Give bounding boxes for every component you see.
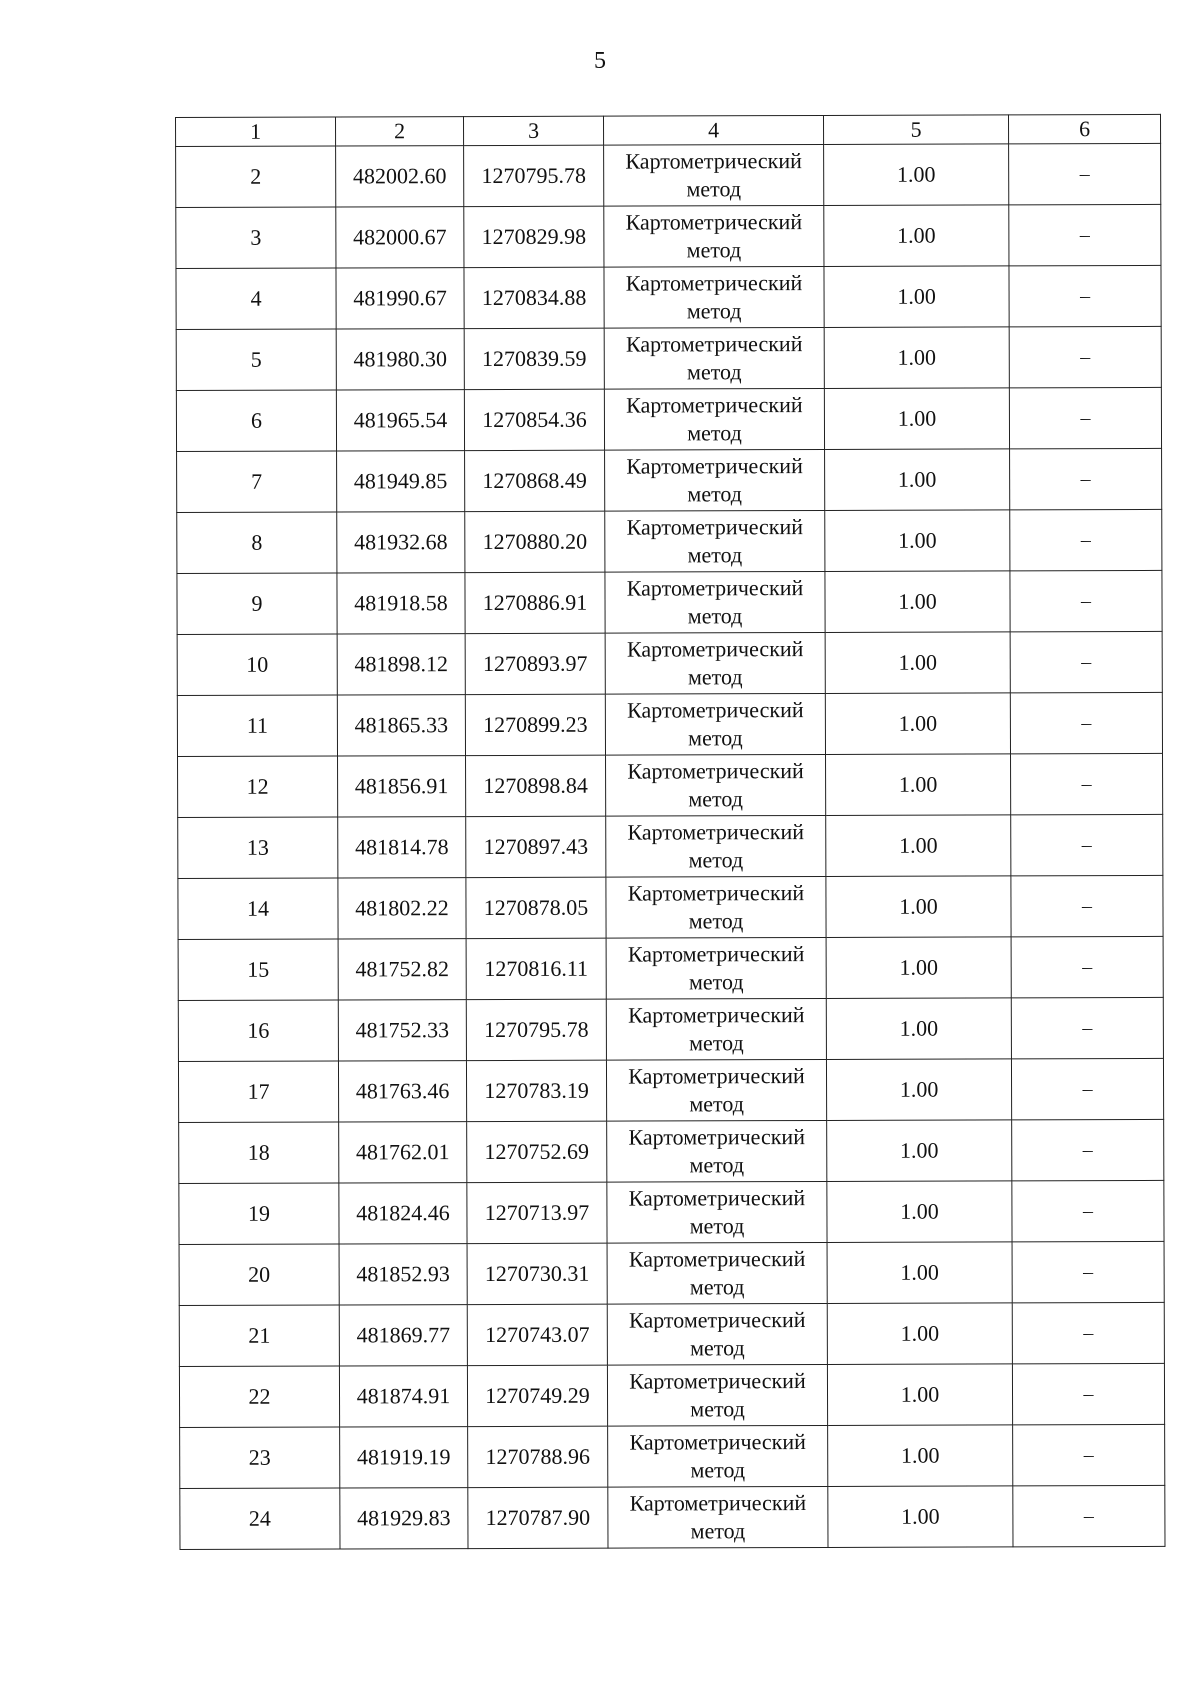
table-row — [179, 1241, 1164, 1305]
method-line-1: Картометрический — [626, 392, 803, 418]
method-cell — [606, 815, 826, 877]
x-coordinate-cell: 481980.30 — [336, 329, 464, 390]
table-row — [178, 814, 1163, 878]
point-number-cell: 17 — [178, 1061, 338, 1123]
method-line-1: Картометрический — [625, 148, 802, 174]
page-number: 5 — [594, 48, 606, 74]
method-line-1: Картометрический — [629, 1490, 807, 1516]
method-line-1: Картометрический — [626, 453, 803, 479]
method-line-2: метод — [686, 359, 742, 385]
method-line-1: Картометрический — [626, 636, 804, 662]
y-coordinate-cell: 1270783.19 — [466, 1060, 606, 1121]
method-line-2: метод — [687, 481, 743, 507]
header-cell-col-1: 1 — [176, 117, 336, 147]
method-line-2: метод — [688, 969, 744, 995]
note-cell: – — [1011, 936, 1163, 997]
y-coordinate-cell: 1270752.69 — [467, 1121, 607, 1182]
method-line-1: Картометрический — [627, 758, 804, 784]
method-line-1: Картометрический — [627, 941, 805, 967]
method-cell — [604, 327, 824, 389]
method-line-1: Картометрический — [625, 331, 803, 357]
x-coordinate-cell: 481802.22 — [338, 878, 466, 939]
header-cell-col-5: 5 — [823, 115, 1008, 145]
header-cell-col-4: 4 — [603, 115, 823, 145]
table-row — [179, 1180, 1164, 1244]
note-cell: – — [1010, 631, 1162, 692]
method-line-2: метод — [688, 786, 743, 812]
method-line-1: Картометрический — [628, 1124, 805, 1150]
method-line-1: Картометрический — [629, 1368, 806, 1394]
table-row — [176, 326, 1161, 390]
note-cell: – — [1011, 875, 1163, 936]
method-cell — [606, 937, 826, 999]
x-coordinate-cell: 481814.78 — [338, 817, 466, 878]
note-cell: – — [1012, 1241, 1164, 1302]
table-row — [178, 997, 1163, 1061]
method-cell — [605, 632, 825, 694]
y-coordinate-cell: 1270854.36 — [464, 389, 604, 450]
point-number-cell: 20 — [179, 1244, 339, 1306]
y-coordinate-cell: 1270878.05 — [466, 877, 606, 938]
y-coordinate-cell: 1270898.84 — [466, 755, 606, 816]
point-number-cell: 3 — [176, 207, 336, 269]
x-coordinate-cell: 481752.82 — [338, 939, 466, 1000]
x-coordinate-cell: 481865.33 — [337, 695, 465, 756]
point-number-cell: 4 — [176, 268, 336, 330]
x-coordinate-cell: 481898.12 — [337, 634, 465, 695]
header-cell-col-2: 2 — [336, 117, 464, 146]
method-cell — [606, 998, 826, 1060]
method-line-2: метод — [688, 908, 744, 934]
method-line-2: метод — [688, 847, 744, 873]
method-line-2: метод — [687, 664, 743, 690]
point-number-cell: 11 — [177, 695, 337, 757]
method-line-2: метод — [689, 1213, 745, 1239]
accuracy-cell: 1.00 — [826, 754, 1011, 816]
table-row — [177, 448, 1162, 512]
table-header — [176, 114, 1161, 146]
point-number-cell: 6 — [176, 390, 336, 452]
method-line-2: метод — [688, 725, 743, 751]
point-number-cell: 24 — [180, 1488, 340, 1550]
accuracy-cell: 1.00 — [826, 815, 1011, 877]
y-coordinate-cell: 1270834.88 — [464, 267, 604, 328]
accuracy-cell: 1.00 — [827, 1242, 1012, 1304]
y-coordinate-cell: 1270788.96 — [468, 1426, 608, 1487]
accuracy-cell: 1.00 — [825, 693, 1010, 755]
table-row — [178, 875, 1163, 939]
point-number-cell: 16 — [178, 1000, 338, 1062]
point-number-cell: 18 — [179, 1122, 339, 1184]
x-coordinate-cell: 481919.19 — [340, 1427, 468, 1488]
method-line-1: Картометрический — [626, 514, 804, 540]
method-line-1: Картометрический — [627, 880, 805, 906]
table-row — [177, 570, 1162, 634]
method-cell — [607, 1242, 827, 1304]
method-cell — [607, 1364, 827, 1426]
point-number-cell: 22 — [179, 1366, 339, 1428]
method-line-2: метод — [690, 1457, 746, 1483]
accuracy-cell: 1.00 — [825, 632, 1010, 694]
method-line-2: метод — [689, 1274, 745, 1300]
y-coordinate-cell: 1270897.43 — [466, 816, 606, 877]
accuracy-cell: 1.00 — [824, 205, 1009, 267]
y-coordinate-cell: 1270795.78 — [464, 145, 604, 206]
method-line-1: Картометрический — [627, 697, 804, 723]
note-cell: – — [1012, 1119, 1164, 1180]
x-coordinate-cell: 481824.46 — [339, 1183, 467, 1244]
accuracy-cell: 1.00 — [824, 327, 1009, 389]
table-row — [176, 143, 1161, 207]
note-cell: – — [1009, 204, 1161, 265]
x-coordinate-cell: 482000.67 — [336, 207, 464, 268]
method-cell — [605, 449, 825, 511]
point-number-cell: 21 — [179, 1305, 339, 1367]
x-coordinate-cell: 481990.67 — [336, 268, 464, 329]
method-line-1: Картометрический — [628, 1246, 806, 1272]
table-row — [177, 692, 1162, 756]
note-cell: – — [1009, 143, 1161, 204]
note-cell: – — [1009, 387, 1161, 448]
accuracy-cell: 1.00 — [825, 449, 1010, 511]
method-cell — [604, 144, 824, 206]
x-coordinate-cell: 481918.58 — [337, 573, 465, 634]
method-cell — [607, 1303, 827, 1365]
y-coordinate-cell: 1270749.29 — [467, 1365, 607, 1426]
point-number-cell: 15 — [178, 939, 338, 1001]
note-cell: – — [1009, 326, 1161, 387]
note-cell: – — [1010, 570, 1162, 631]
note-cell: – — [1011, 814, 1163, 875]
note-cell: – — [1009, 265, 1161, 326]
note-cell: – — [1011, 1058, 1163, 1119]
x-coordinate-cell: 481856.91 — [338, 756, 466, 817]
header-cell-col-3: 3 — [464, 116, 604, 145]
header-row — [176, 114, 1161, 146]
x-coordinate-cell: 481752.33 — [338, 1000, 466, 1061]
x-coordinate-cell: 481932.68 — [337, 512, 465, 573]
method-cell — [606, 876, 826, 938]
table-row — [178, 936, 1163, 1000]
method-cell — [605, 571, 825, 633]
table-row — [177, 631, 1162, 695]
y-coordinate-cell: 1270795.78 — [466, 999, 606, 1060]
method-line-1: Картометрический — [628, 1002, 805, 1028]
table-row — [179, 1363, 1164, 1427]
y-coordinate-cell: 1270880.20 — [465, 511, 605, 572]
method-line-2: метод — [686, 298, 742, 324]
table-row — [180, 1485, 1165, 1549]
note-cell: – — [1012, 1302, 1164, 1363]
accuracy-cell: 1.00 — [825, 571, 1010, 633]
accuracy-cell: 1.00 — [825, 510, 1010, 572]
method-line-2: метод — [687, 603, 743, 629]
y-coordinate-cell: 1270886.91 — [465, 572, 605, 633]
method-cell — [607, 1120, 827, 1182]
table-body — [176, 143, 1165, 1549]
table-row — [177, 509, 1162, 573]
y-coordinate-cell: 1270713.97 — [467, 1182, 607, 1243]
point-number-cell: 5 — [176, 329, 336, 391]
x-coordinate-cell: 481869.77 — [339, 1305, 467, 1366]
accuracy-cell: 1.00 — [824, 144, 1009, 206]
header-cell-col-6: 6 — [1008, 114, 1160, 143]
x-coordinate-cell: 481763.46 — [338, 1061, 466, 1122]
method-cell — [606, 754, 826, 816]
method-cell — [608, 1425, 828, 1487]
x-coordinate-cell: 481874.91 — [339, 1366, 467, 1427]
y-coordinate-cell: 1270743.07 — [467, 1304, 607, 1365]
note-cell: – — [1010, 448, 1162, 509]
point-number-cell: 14 — [178, 878, 338, 940]
y-coordinate-cell: 1270730.31 — [467, 1243, 607, 1304]
method-line-1: Картометрический — [625, 270, 803, 296]
coordinates-table — [175, 114, 1165, 1550]
point-number-cell: 7 — [177, 451, 337, 513]
point-number-cell: 23 — [180, 1427, 340, 1489]
y-coordinate-cell: 1270816.11 — [466, 938, 606, 999]
method-line-2: метод — [686, 237, 742, 263]
note-cell: – — [1013, 1485, 1165, 1546]
accuracy-cell: 1.00 — [826, 998, 1011, 1060]
x-coordinate-cell: 481965.54 — [336, 390, 464, 451]
x-coordinate-cell: 481949.85 — [337, 451, 465, 512]
accuracy-cell: 1.00 — [826, 937, 1011, 999]
method-line-2: метод — [687, 542, 743, 568]
accuracy-cell: 1.00 — [824, 266, 1009, 328]
point-number-cell: 13 — [178, 817, 338, 879]
method-line-1: Картометрический — [626, 575, 804, 601]
y-coordinate-cell: 1270868.49 — [465, 450, 605, 511]
table-row — [176, 204, 1161, 268]
method-line-2: метод — [689, 1030, 744, 1056]
y-coordinate-cell: 1270893.97 — [465, 633, 605, 694]
table-row — [179, 1302, 1164, 1366]
note-cell: – — [1012, 1363, 1164, 1424]
method-cell — [605, 693, 825, 755]
method-cell — [604, 205, 824, 267]
accuracy-cell: 1.00 — [824, 388, 1009, 450]
y-coordinate-cell: 1270787.90 — [468, 1487, 608, 1548]
table-row — [178, 1058, 1163, 1122]
accuracy-cell: 1.00 — [826, 876, 1011, 938]
accuracy-cell: 1.00 — [827, 1364, 1012, 1426]
y-coordinate-cell: 1270829.98 — [464, 206, 604, 267]
note-cell: – — [1010, 692, 1162, 753]
method-line-2: метод — [689, 1152, 745, 1178]
note-cell: – — [1013, 1424, 1165, 1485]
method-line-1: Картометрический — [628, 1185, 806, 1211]
x-coordinate-cell: 482002.60 — [336, 146, 464, 207]
method-line-2: метод — [687, 420, 742, 446]
method-line-2: метод — [686, 176, 742, 202]
point-number-cell: 8 — [177, 512, 337, 574]
method-cell — [605, 510, 825, 572]
note-cell: – — [1010, 509, 1162, 570]
method-line-2: метод — [690, 1396, 745, 1422]
method-line-2: метод — [689, 1091, 744, 1117]
table-row — [178, 753, 1163, 817]
y-coordinate-cell: 1270899.23 — [465, 694, 605, 755]
note-cell: – — [1011, 997, 1163, 1058]
accuracy-cell: 1.00 — [826, 1059, 1011, 1121]
note-cell: – — [1012, 1180, 1164, 1241]
method-line-2: метод — [690, 1518, 746, 1544]
table-row — [179, 1119, 1164, 1183]
point-number-cell: 2 — [176, 146, 336, 208]
method-line-1: Картометрический — [627, 819, 805, 845]
method-cell — [604, 388, 824, 450]
accuracy-cell: 1.00 — [827, 1120, 1012, 1182]
method-cell — [607, 1181, 827, 1243]
coordinates-table-container — [175, 114, 1164, 1550]
method-line-1: Картометрический — [625, 209, 803, 235]
method-cell — [606, 1059, 826, 1121]
table-row — [176, 265, 1161, 329]
point-number-cell: 10 — [177, 634, 337, 696]
method-line-2: метод — [690, 1335, 745, 1361]
method-line-1: Картометрический — [629, 1429, 806, 1455]
y-coordinate-cell: 1270839.59 — [464, 328, 604, 389]
method-line-1: Картометрический — [628, 1307, 806, 1333]
x-coordinate-cell: 481762.01 — [339, 1122, 467, 1183]
method-cell — [608, 1486, 828, 1548]
note-cell: – — [1011, 753, 1163, 814]
point-number-cell: 9 — [177, 573, 337, 635]
x-coordinate-cell: 481852.93 — [339, 1244, 467, 1305]
table-row — [176, 387, 1161, 451]
table-row — [180, 1424, 1165, 1488]
method-line-1: Картометрический — [628, 1063, 805, 1089]
accuracy-cell: 1.00 — [828, 1425, 1013, 1487]
x-coordinate-cell: 481929.83 — [340, 1488, 468, 1549]
accuracy-cell: 1.00 — [828, 1486, 1013, 1548]
accuracy-cell: 1.00 — [827, 1181, 1012, 1243]
point-number-cell: 19 — [179, 1183, 339, 1245]
accuracy-cell: 1.00 — [827, 1303, 1012, 1365]
point-number-cell: 12 — [178, 756, 338, 818]
method-cell — [604, 266, 824, 328]
